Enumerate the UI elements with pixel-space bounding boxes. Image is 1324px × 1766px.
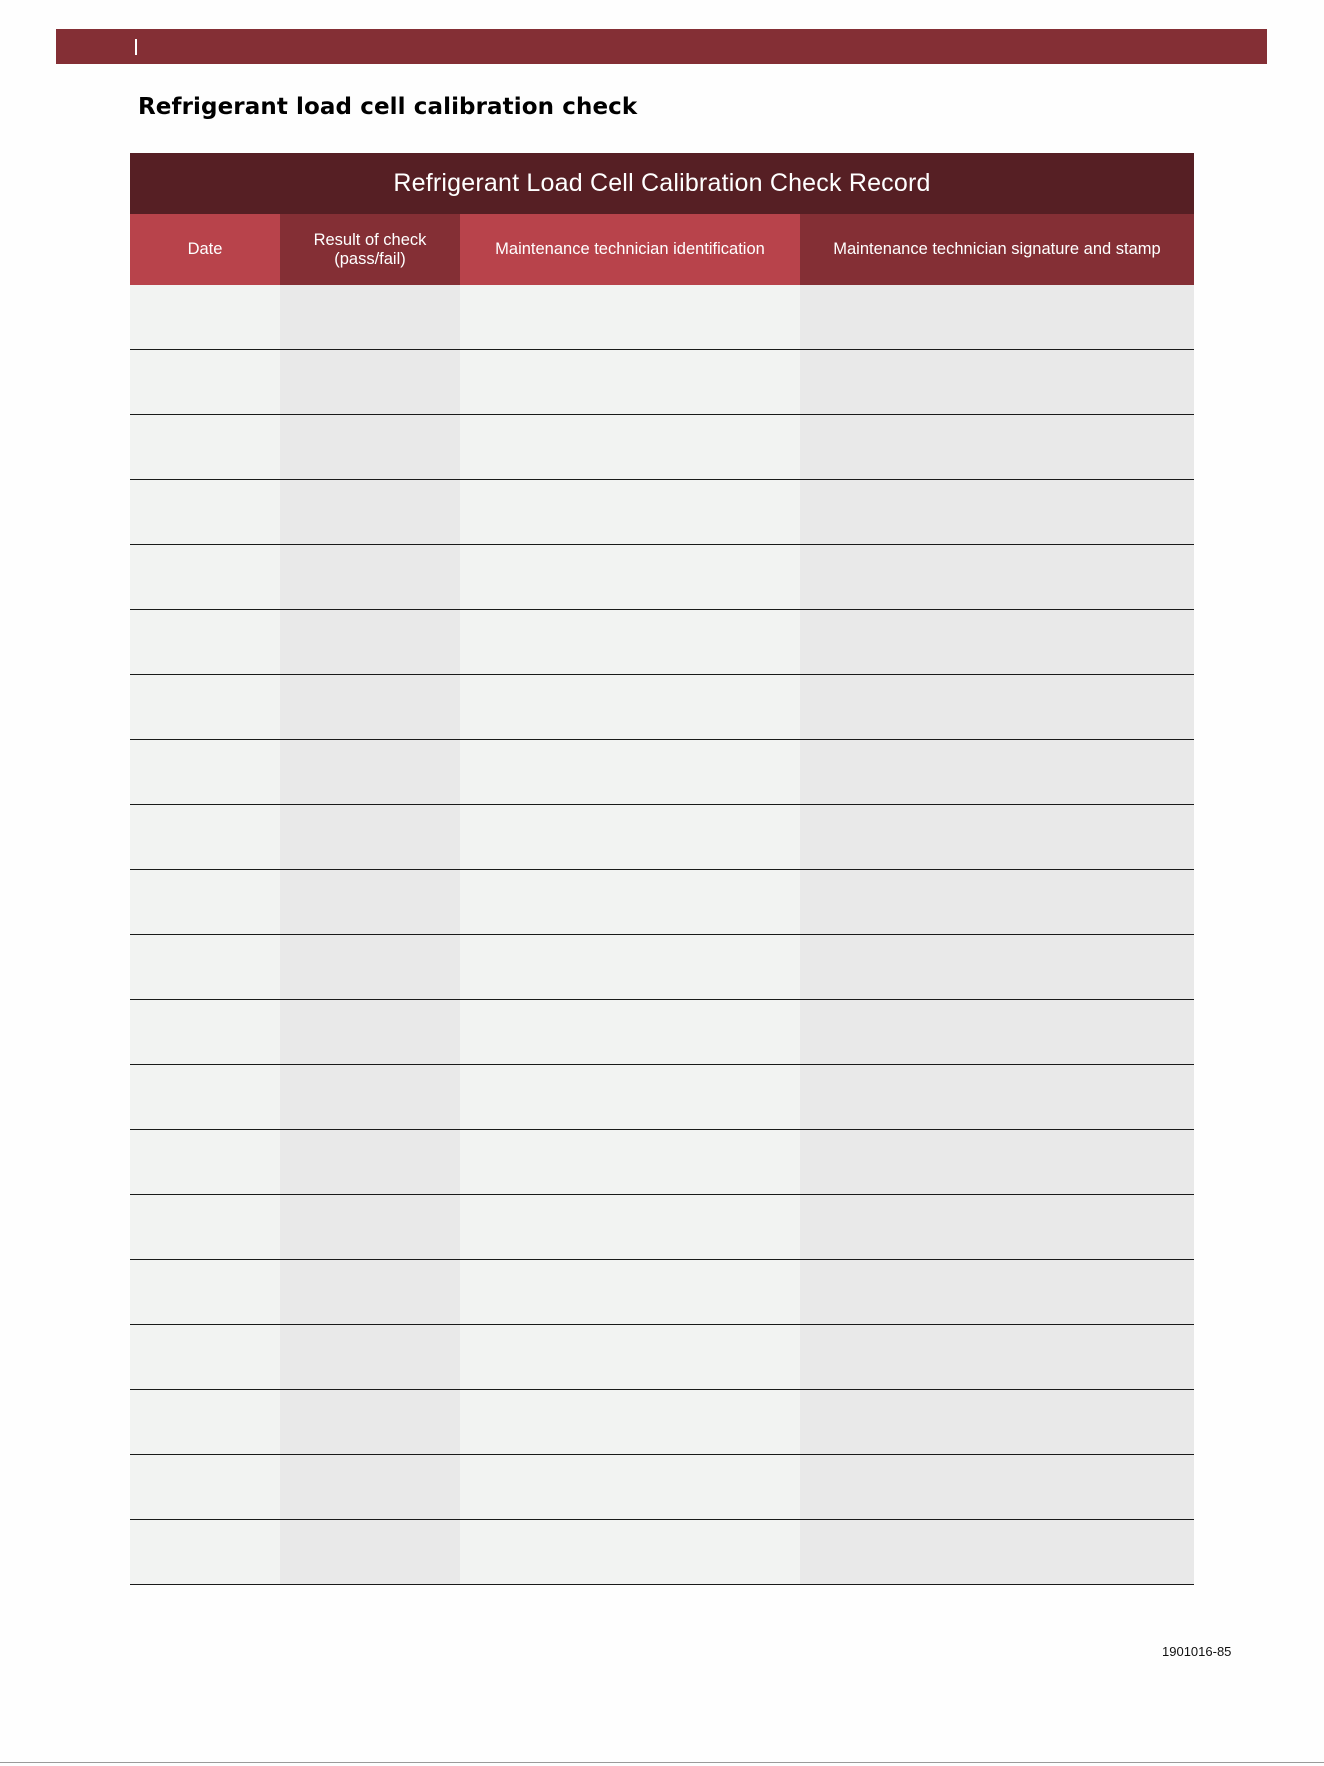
cell-technician-id[interactable]	[460, 415, 800, 479]
cell-technician-id[interactable]	[460, 1195, 800, 1259]
cell-result[interactable]	[280, 805, 460, 869]
cell-technician-id[interactable]	[460, 805, 800, 869]
header-divider-mark	[135, 39, 137, 55]
table-row	[130, 1390, 1194, 1455]
cell-date[interactable]	[130, 1325, 280, 1389]
bottom-rule	[0, 1762, 1324, 1763]
cell-result[interactable]	[280, 1195, 460, 1259]
table-row	[130, 740, 1194, 805]
table-row	[130, 1000, 1194, 1065]
cell-result[interactable]	[280, 740, 460, 804]
cell-technician-id[interactable]	[460, 870, 800, 934]
table-row	[130, 675, 1194, 740]
cell-technician-id[interactable]	[460, 1520, 800, 1584]
cell-technician-id[interactable]	[460, 935, 800, 999]
page-title: Refrigerant load cell calibration check	[138, 94, 638, 120]
table-row	[130, 285, 1194, 350]
table-row	[130, 1065, 1194, 1130]
table-row	[130, 1260, 1194, 1325]
cell-technician-id[interactable]	[460, 675, 800, 739]
cell-technician-signature[interactable]	[800, 1520, 1194, 1584]
cell-technician-signature[interactable]	[800, 415, 1194, 479]
cell-result[interactable]	[280, 1065, 460, 1129]
cell-technician-id[interactable]	[460, 1000, 800, 1064]
cell-technician-signature[interactable]	[800, 675, 1194, 739]
cell-technician-signature[interactable]	[800, 285, 1194, 349]
cell-technician-signature[interactable]	[800, 1065, 1194, 1129]
cell-technician-signature[interactable]	[800, 935, 1194, 999]
cell-technician-signature[interactable]	[800, 870, 1194, 934]
cell-result[interactable]	[280, 545, 460, 609]
table-row	[130, 1130, 1194, 1195]
cell-date[interactable]	[130, 1195, 280, 1259]
cell-date[interactable]	[130, 285, 280, 349]
cell-technician-signature[interactable]	[800, 1195, 1194, 1259]
cell-date[interactable]	[130, 415, 280, 479]
table-row	[130, 805, 1194, 870]
cell-technician-id[interactable]	[460, 480, 800, 544]
cell-date[interactable]	[130, 675, 280, 739]
cell-date[interactable]	[130, 935, 280, 999]
cell-technician-id[interactable]	[460, 1325, 800, 1389]
cell-result[interactable]	[280, 675, 460, 739]
cell-technician-id[interactable]	[460, 285, 800, 349]
cell-technician-id[interactable]	[460, 610, 800, 674]
cell-technician-id[interactable]	[460, 1065, 800, 1129]
calibration-record-table	[130, 153, 1194, 1585]
table-row	[130, 870, 1194, 935]
cell-technician-id[interactable]	[460, 545, 800, 609]
document-number: 1901016-85	[1162, 1644, 1232, 1659]
cell-technician-id[interactable]	[460, 740, 800, 804]
cell-technician-signature[interactable]	[800, 545, 1194, 609]
table-row	[130, 480, 1194, 545]
cell-result[interactable]	[280, 1000, 460, 1064]
cell-technician-id[interactable]	[460, 1455, 800, 1519]
column-header-row	[130, 214, 1194, 285]
cell-date[interactable]	[130, 480, 280, 544]
cell-result[interactable]	[280, 610, 460, 674]
table-row	[130, 1455, 1194, 1520]
cell-result[interactable]	[280, 1260, 460, 1324]
cell-date[interactable]	[130, 350, 280, 414]
table-row	[130, 1325, 1194, 1390]
record-title: Refrigerant Load Cell Calibration Check Record	[130, 153, 1194, 214]
cell-date[interactable]	[130, 740, 280, 804]
table-row	[130, 1520, 1194, 1585]
table-row	[130, 935, 1194, 1000]
cell-result[interactable]	[280, 935, 460, 999]
cell-technician-signature[interactable]	[800, 1000, 1194, 1064]
cell-technician-id[interactable]	[460, 1130, 800, 1194]
cell-date[interactable]	[130, 1520, 280, 1584]
column-header-technician-signature: Maintenance technician signature and stamp	[800, 214, 1194, 285]
cell-technician-signature[interactable]	[800, 805, 1194, 869]
cell-technician-signature[interactable]	[800, 1455, 1194, 1519]
cell-technician-signature[interactable]	[800, 1130, 1194, 1194]
cell-result[interactable]	[280, 1390, 460, 1454]
cell-technician-id[interactable]	[460, 350, 800, 414]
cell-result[interactable]	[280, 1455, 460, 1519]
cell-technician-signature[interactable]	[800, 480, 1194, 544]
column-header-result-label: Result of check (pass/fail)	[313, 230, 427, 268]
cell-date[interactable]	[130, 1065, 280, 1129]
table-row	[130, 1195, 1194, 1260]
cell-technician-signature[interactable]	[800, 1325, 1194, 1389]
table-row	[130, 415, 1194, 480]
column-header-technician-id: Maintenance technician identification	[460, 214, 800, 285]
header-band	[56, 29, 1267, 64]
cell-result[interactable]	[280, 870, 460, 934]
cell-date[interactable]	[130, 1000, 280, 1064]
column-header-date: Date	[130, 214, 280, 285]
cell-result[interactable]	[280, 480, 460, 544]
cell-date[interactable]	[130, 1455, 280, 1519]
cell-result[interactable]	[280, 1130, 460, 1194]
record-body	[130, 285, 1194, 1585]
cell-date[interactable]	[130, 1390, 280, 1454]
cell-technician-signature[interactable]	[800, 1260, 1194, 1324]
cell-technician-signature[interactable]	[800, 610, 1194, 674]
cell-date[interactable]	[130, 870, 280, 934]
cell-date[interactable]	[130, 805, 280, 869]
cell-technician-signature[interactable]	[800, 1390, 1194, 1454]
cell-date[interactable]	[130, 1130, 280, 1194]
table-row	[130, 350, 1194, 415]
cell-result[interactable]	[280, 350, 460, 414]
cell-technician-id[interactable]	[460, 1260, 800, 1324]
cell-technician-signature[interactable]	[800, 350, 1194, 414]
cell-result[interactable]	[280, 1325, 460, 1389]
table-row	[130, 610, 1194, 675]
cell-technician-id[interactable]	[460, 1390, 800, 1454]
column-header-result	[280, 214, 460, 285]
cell-date[interactable]	[130, 610, 280, 674]
cell-technician-signature[interactable]	[800, 740, 1194, 804]
cell-result[interactable]	[280, 415, 460, 479]
cell-result[interactable]	[280, 1520, 460, 1584]
cell-date[interactable]	[130, 1260, 280, 1324]
cell-date[interactable]	[130, 545, 280, 609]
cell-result[interactable]	[280, 285, 460, 349]
table-row	[130, 545, 1194, 610]
